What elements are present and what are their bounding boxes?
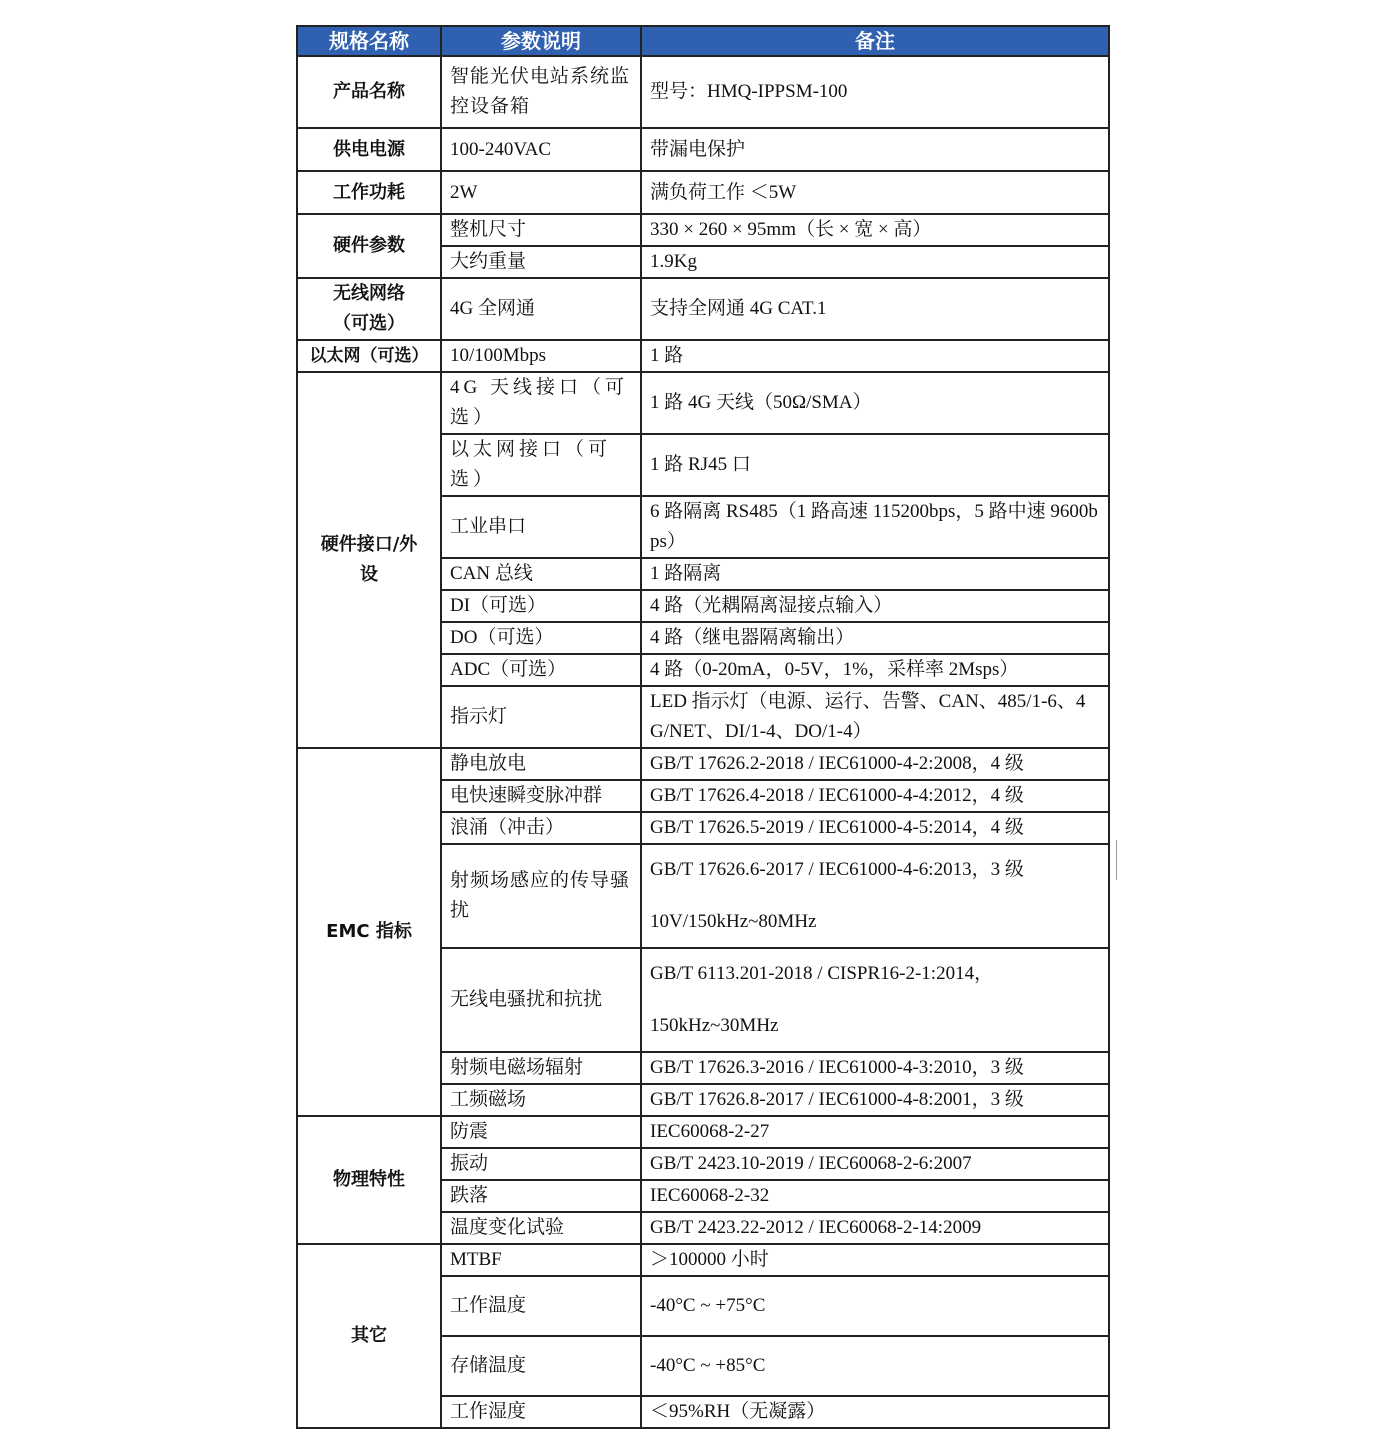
note-cell: 330 × 260 × 95mm（长 × 宽 × 高） [641,214,1109,246]
param-cell: ADC（可选） [441,654,641,686]
group-line: 无线网络 [333,283,405,304]
spec-table [296,25,1110,1429]
table-row [297,171,1109,214]
group-cell: 产品名称 [297,56,441,128]
note-cell [641,844,1109,948]
param-cell: 整机尺寸 [441,214,641,246]
table-row [297,56,1109,128]
group-line: （可选） [333,313,405,334]
note-cell: 1 路 [641,340,1109,372]
note-cell: GB/T 17626.2-2018 / IEC61000-4-2:2008，4 级 [641,748,1109,780]
param-cell: 指示灯 [441,686,641,748]
param-cell: 2W [441,171,641,214]
param-cell: 工作湿度 [441,1396,641,1428]
header-param-desc: 参数说明 [441,26,641,56]
group-cell: 以太网（可选） [297,340,441,372]
scrollbar-edge [1116,840,1120,880]
param-cell: 100-240VAC [441,128,641,171]
note-cell: 6 路隔离 RS485（1 路高速 115200bps，5 路中速 9600bps） [641,496,1109,558]
param-cell: 大约重量 [441,246,641,278]
group-cell: 工作功耗 [297,171,441,214]
table-row [297,1244,1109,1276]
group-cell: 其它 [297,1244,441,1428]
group-cell: 供电电源 [297,128,441,171]
note-cell: GB/T 17626.8-2017 / IEC61000-4-8:2001，3 级 [641,1084,1109,1116]
param-cell: 4G 全网通 [441,278,641,340]
group-line: 设 [360,564,378,585]
header-spec-name: 规格名称 [297,26,441,56]
table-row [297,372,1109,434]
note-line: GB/T 17626.6-2017 / IEC61000-4-6:2013，3 级 [650,859,1024,880]
table-row [297,340,1109,372]
group-cell: 物理特性 [297,1116,441,1244]
param-cell: 10/100Mbps [441,340,641,372]
note-line: 150kHz~30MHz [650,1015,779,1036]
group-cell: 硬件参数 [297,214,441,278]
table-row [297,748,1109,780]
param-cell: 静电放电 [441,748,641,780]
note-cell: GB/T 2423.10-2019 / IEC60068-2-6:2007 [641,1148,1109,1180]
param-cell: 4G 天线接口（可选） [441,372,641,434]
note-cell: 4 路（光耦隔离湿接点输入） [641,590,1109,622]
note-cell: 1 路隔离 [641,558,1109,590]
table-row [297,128,1109,171]
note-line: 10V/150kHz~80MHz [650,911,817,932]
param-cell: MTBF [441,1244,641,1276]
param-cell: DO（可选） [441,622,641,654]
note-cell: ＜95%RH（无凝露） [641,1396,1109,1428]
param-cell: 无线电骚扰和抗扰 [441,948,641,1052]
header-remark: 备注 [641,26,1109,56]
group-line: 硬件接口/外 [320,534,418,555]
param-cell: 存储温度 [441,1336,641,1396]
param-cell: 射频场感应的传导骚扰 [441,844,641,948]
note-cell: ＞100000 小时 [641,1244,1109,1276]
note-cell: 1 路 4G 天线（50Ω/SMA） [641,372,1109,434]
note-cell: LED 指示灯（电源、运行、告警、CAN、485/1-6、4G/NET、DI/1-4、DO/1-4） [641,686,1109,748]
note-cell: 型号：HMQ-IPPSM-100 [641,56,1109,128]
param-cell: 工作温度 [441,1276,641,1336]
note-cell: GB/T 2423.22-2012 / IEC60068-2-14:2009 [641,1212,1109,1244]
group-cell [297,372,441,748]
note-cell: 4 路（0-20mA，0-5V，1%，采样率 2Msps） [641,654,1109,686]
param-cell: 电快速瞬变脉冲群 [441,780,641,812]
param-cell: 浪涌（冲击） [441,812,641,844]
table-row [297,278,1109,340]
note-cell: GB/T 17626.4-2018 / IEC61000-4-4:2012，4 级 [641,780,1109,812]
note-cell: 1.9Kg [641,246,1109,278]
header-row [297,26,1109,56]
param-cell: 跌落 [441,1180,641,1212]
param-cell: 射频电磁场辐射 [441,1052,641,1084]
note-cell: IEC60068-2-27 [641,1116,1109,1148]
note-cell: GB/T 17626.5-2019 / IEC61000-4-5:2014，4 级 [641,812,1109,844]
note-cell [641,948,1109,1052]
note-cell: -40°C ~ +85°C [641,1336,1109,1396]
param-cell: 工业串口 [441,496,641,558]
note-cell: 1 路 RJ45 口 [641,434,1109,496]
param-cell: 防震 [441,1116,641,1148]
param-cell: 工频磁场 [441,1084,641,1116]
note-cell: GB/T 17626.3-2016 / IEC61000-4-3:2010，3 级 [641,1052,1109,1084]
param-cell: 温度变化试验 [441,1212,641,1244]
param-cell: CAN 总线 [441,558,641,590]
note-cell: 带漏电保护 [641,128,1109,171]
param-cell: 智能光伏电站系统监控设备箱 [441,56,641,128]
note-cell: 满负荷工作 ＜5W [641,171,1109,214]
note-cell: 4 路（继电器隔离输出） [641,622,1109,654]
param-cell: 振动 [441,1148,641,1180]
note-line: GB/T 6113.201-2018 / CISPR16-2-1:2014， [650,963,994,984]
note-cell: 支持全网通 4G CAT.1 [641,278,1109,340]
param-cell: 以太网接口（可选） [441,434,641,496]
table-row [297,1116,1109,1148]
table-row [297,214,1109,246]
note-cell: -40°C ~ +75°C [641,1276,1109,1336]
param-cell: DI（可选） [441,590,641,622]
group-cell: EMC 指标 [297,748,441,1116]
group-cell [297,278,441,340]
note-cell: IEC60068-2-32 [641,1180,1109,1212]
